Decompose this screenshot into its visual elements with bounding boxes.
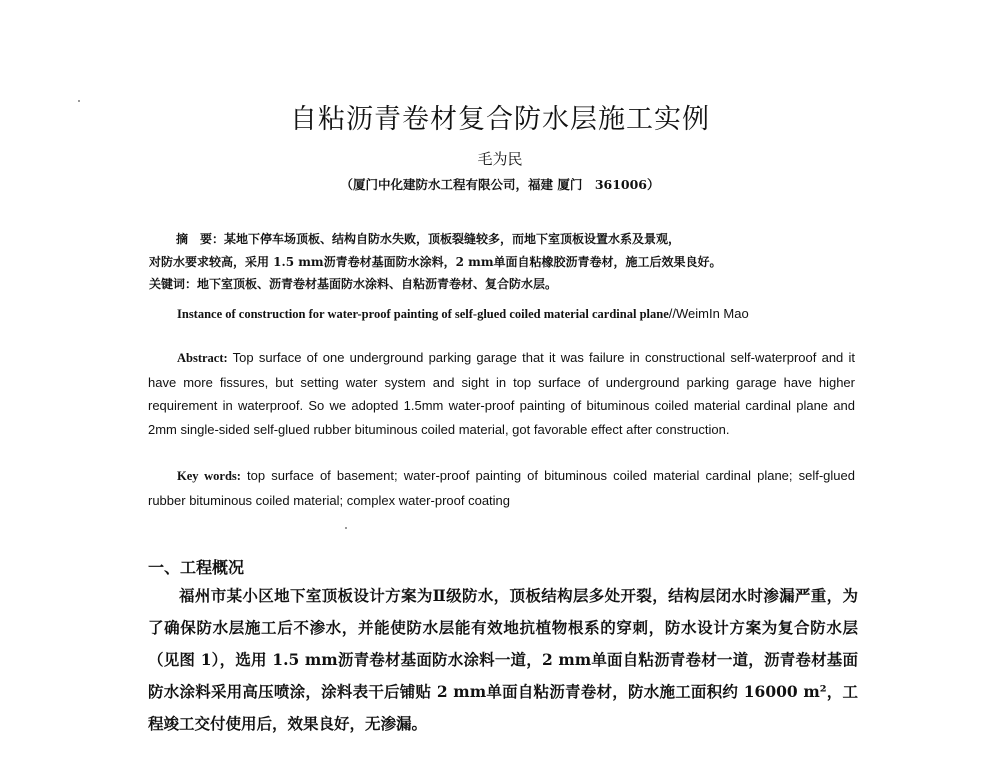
english-title-line (148, 302, 858, 326)
scan-speck (345, 527, 347, 529)
chinese-abstract-text-1: 某地下停车场顶板、结构自防水失败，顶板裂缝较多，而地下室顶板设置水系及景观， (224, 232, 681, 246)
english-keywords-label: Key words: (177, 469, 241, 483)
author-affiliation: （厦门中化建防水工程有限公司，福建 厦门 361006） (340, 177, 660, 192)
english-title: Instance of construction for water-proof painting of self-glued coiled material cardinal plane (177, 307, 669, 321)
chinese-keywords-text: 地下室顶板、沥青卷材基面防水涂料、自粘沥青卷材、复合防水层。 (197, 277, 558, 291)
chinese-abstract-label: 摘 要： (176, 232, 225, 246)
english-keywords-text: top surface of basement; water-proof painting of bituminous coiled material cardinal plane; self-glued rubber bituminous coiled material; complex water-proof coating (148, 468, 855, 508)
english-abstract-text: Top surface of one underground parking garage that it was failure in constructional self-waterproof and it have more fissures, but setting water system and sight in top surface of underground parking garage have higher requirement in waterproof. So we adopted 1.5mm water-proof painting of bituminous coiled material cardinal plane and 2mm single-sided self-glued rubber bituminous coiled material, got favorable effect after construction. (148, 350, 855, 437)
chinese-abstract-text-2: 对防水要求较高，采用 1.5 mm沥青卷材基面防水涂料，2 mm单面自粘橡胶沥青卷材，施工后效果良好。 (149, 254, 722, 269)
section-paragraph: 福州市某小区地下室顶板设计方案为Ⅱ级防水，顶板结构层多处开裂，结构层闭水时渗漏严重，为了确保防水层施工后不渗水，并能使防水层能有效地抗植物根系的穿刺，防水设计方案为复合防水层（见图 1），选用 1.5 mm沥青卷材基面防水涂料一道，2 mm单面自粘沥青卷材一道，沥青卷材基面防水涂料采用高压喷涂，涂料表干后铺贴 2 mm单面自粘沥青卷材，防水施工面积约 16000 m²，工程竣工交付使用后，效果良好，无渗漏。 (148, 586, 858, 733)
paper-title: 自粘沥青卷材复合防水层施工实例 (290, 104, 710, 135)
chinese-keywords-label: 关键词： (149, 277, 198, 291)
english-abstract-label: Abstract: (177, 351, 228, 365)
english-author: //WeimIn Mao (668, 306, 749, 321)
english-abstract (148, 346, 855, 441)
section-heading: 一、工程概况 (148, 558, 245, 577)
chinese-abstract-line-1 (176, 228, 856, 251)
chinese-keywords (149, 273, 856, 296)
english-keywords (148, 464, 855, 512)
author-name: 毛为民 (477, 150, 523, 168)
chinese-abstract-block (149, 228, 856, 296)
